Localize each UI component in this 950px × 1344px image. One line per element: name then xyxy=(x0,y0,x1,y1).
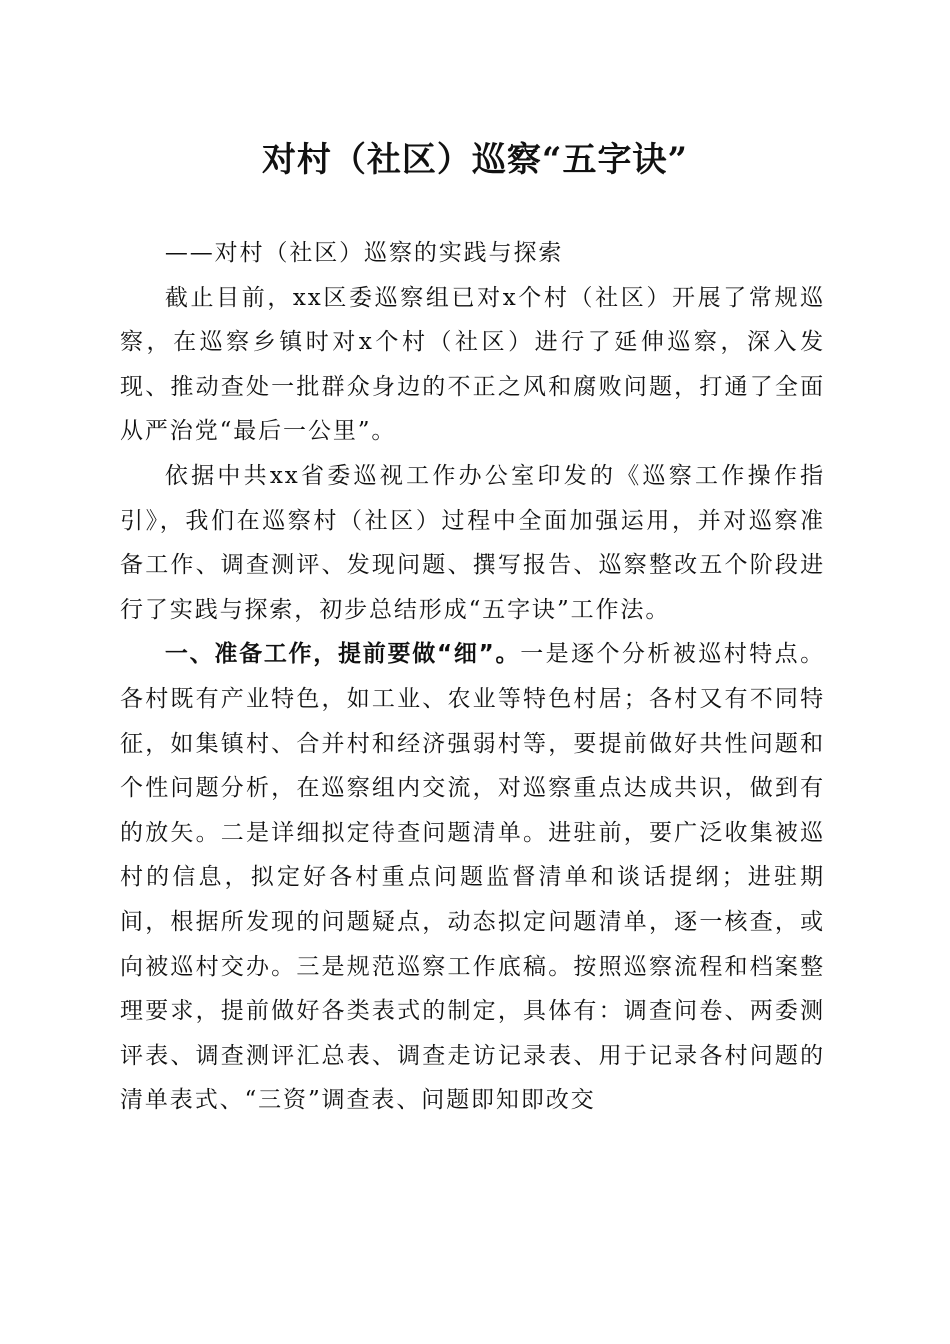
document-title: 对村（社区）巡察“五字诀” xyxy=(261,140,689,180)
paragraph-basis: 依据中共xx省委巡视工作办公室印发的《巡察工作操作指引》，我们在巡察村（社区）过程中全面加强运用，并对巡察准备工作、调查测评、发现问题、撰写报告、巡察整改五个阶段进行了实践与探索，初步总结形成“五字诀”工作法。 xyxy=(120,462,825,623)
section-heading: 一、准备工作，提前要做“细”。 xyxy=(164,641,521,668)
paragraph-intro: 截止目前，xx区委巡察组已对x个村（社区）开展了常规巡察，在巡察乡镇时对x个村（社区）进行了延伸巡察，深入发现、推动查处一批群众身边的不正之风和腐败问题，打通了全面从严治党“最后一公里”。 xyxy=(120,284,825,445)
section-preparation xyxy=(120,632,825,1123)
subtitle: ——对村（社区）巡察的实践与探索 xyxy=(164,240,564,266)
document-body xyxy=(120,231,825,1123)
section-text: 一是逐个分析被巡村特点。各村既有产业特色，如工业、农业等特色村居；各村又有不同特征，如集镇村、合并村和经济强弱村等，要提前做好共性问题和个性问题分析，在巡察组内交流，对巡察重点达成共识，做到有的放矢。二是详细拟定待查问题清单。进驻前，要广泛收集被巡村的信息，拟定好各村重点问题监督清单和谈话提纲；进驻期间，根据所发现的问题疑点，动态拟定问题清单，逐一核查，或向被巡村交办。三是规范巡察工作底稿。按照巡察流程和档案整理要求，提前做好各类表式的制定，具体有：调查问卷、两委测评表、调查测评汇总表、调查走访记录表、用于记录各村问题的清单表式、“三资”调查表、问题即知即改交 xyxy=(120,641,825,1114)
